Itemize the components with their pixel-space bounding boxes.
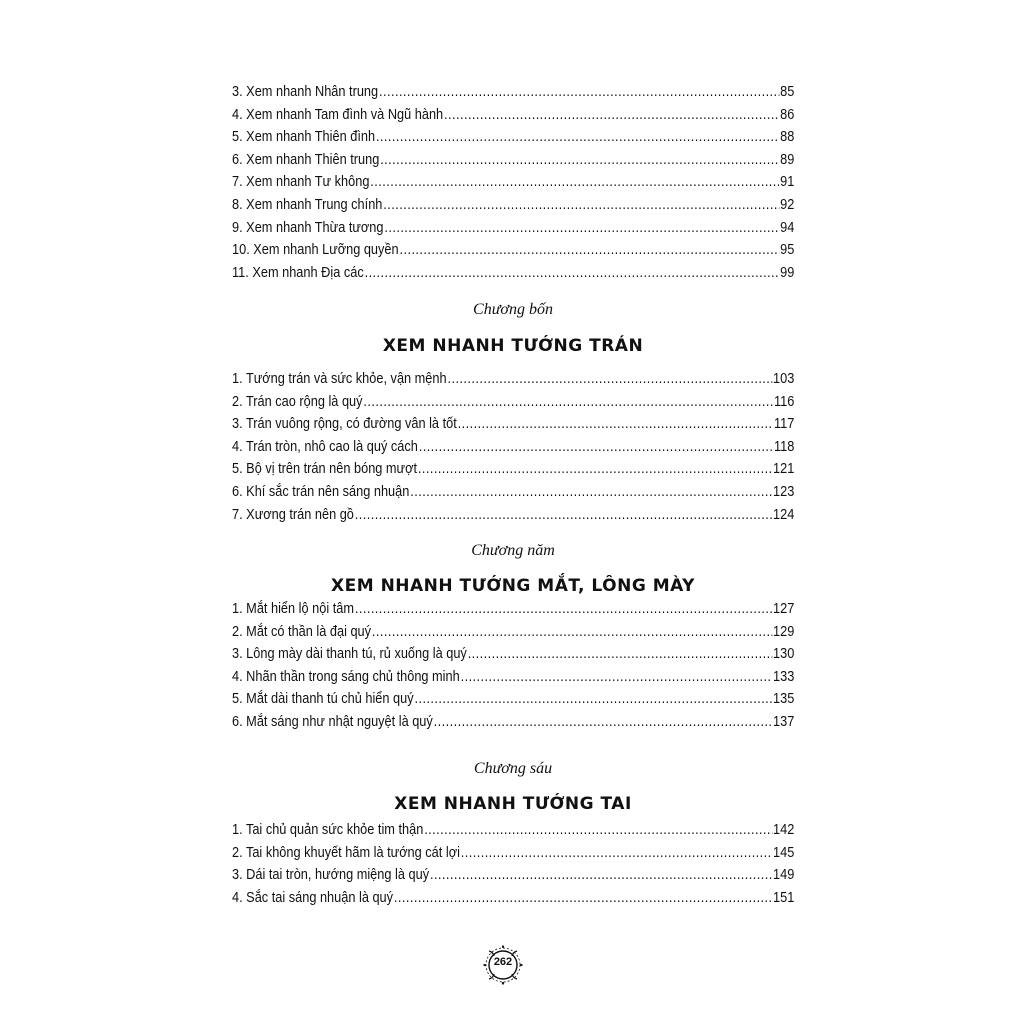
chapter-label: Chương sáu [473, 760, 553, 777]
toc-entry-page: 86 [780, 106, 795, 123]
toc-entry-page: 92 [780, 196, 795, 213]
chapter-title: XEM NHANH TƯỚNG TAI [394, 794, 632, 814]
toc-entry [232, 714, 794, 737]
toc-entry [232, 691, 794, 714]
toc-leader-dots [355, 601, 772, 617]
toc-entry-title: 5. Bộ vị trên trán nên bóng mượt [232, 461, 418, 478]
toc-entry-page: 95 [780, 242, 795, 259]
toc-entry-page: 145 [773, 844, 795, 861]
toc-entry-title: 6. Mắt sáng như nhật nguyệt là quý [232, 713, 433, 730]
toc-entry-title: 3. Lông mày dài thanh tú, rủ xuống là quý [232, 646, 467, 663]
toc-entry [232, 220, 794, 243]
toc-section-continued [232, 84, 794, 287]
toc-entry-page: 118 [773, 438, 795, 455]
toc-entry-page: 137 [773, 713, 795, 730]
toc-leader-dots [419, 439, 773, 455]
page-number: 262 [493, 956, 513, 968]
toc-entry-title: 4. Xem nhanh Tam đình và Ngũ hành [232, 106, 444, 123]
toc-entry-page: 94 [780, 219, 795, 236]
toc-entry-title: 3. Xem nhanh Nhân trung [232, 84, 379, 100]
toc-entry-page: 127 [773, 601, 795, 617]
toc-leader-dots [372, 624, 772, 640]
toc-entry [232, 439, 794, 462]
toc-entry-title: 8. Xem nhanh Trung chính [232, 196, 383, 213]
toc-entry [232, 624, 794, 647]
toc-entry-page: 124 [773, 506, 795, 523]
toc-entry-title: 3. Dái tai tròn, hướng miệng là quý [232, 867, 430, 884]
toc-leader-dots [383, 197, 779, 213]
toc-entry-page: 121 [773, 461, 795, 478]
chapter-title: XEM NHANH TƯỚNG TRÁN [382, 336, 644, 356]
toc-leader-dots [384, 220, 779, 236]
toc-entry-page: 99 [780, 264, 795, 281]
toc-entry [232, 152, 794, 175]
toc-leader-dots [365, 265, 780, 281]
toc-entry-page: 123 [773, 483, 795, 500]
toc-entry-title: 4. Trán tròn, nhô cao là quý cách [232, 438, 418, 455]
toc-entry [232, 890, 794, 913]
toc-leader-dots [363, 394, 773, 410]
toc-entry [232, 371, 794, 394]
toc-leader-dots [410, 484, 772, 500]
toc-entry-page: 88 [780, 129, 795, 146]
toc-entry-page: 91 [780, 174, 795, 191]
toc-entry-page: 89 [780, 151, 795, 168]
toc-entry-page: 130 [773, 646, 795, 663]
toc-leader-dots [434, 714, 772, 730]
toc-entry-title: 5. Mắt dài thanh tú chủ hiển quý [232, 691, 414, 708]
toc-leader-dots [430, 867, 772, 883]
toc-leader-dots [418, 461, 772, 477]
toc-entry-page: 117 [773, 416, 795, 433]
toc-entry [232, 601, 794, 624]
toc-entry [232, 197, 794, 220]
toc-entry-title: 2. Tai không khuyết hãm là tướng cát lợi [232, 844, 460, 861]
toc-entry-page: 133 [773, 668, 795, 685]
toc-entry [232, 107, 794, 130]
toc-entry-title: 9. Xem nhanh Thừa tương [232, 219, 384, 236]
toc-entry [232, 484, 794, 507]
toc-entry-title: 2. Trán cao rộng là quý [232, 393, 363, 410]
page-number-ornament [482, 944, 524, 986]
toc-entry-page: 142 [773, 822, 795, 838]
toc-entry-page: 116 [773, 393, 795, 410]
toc-entry [232, 867, 794, 890]
toc-leader-dots [414, 691, 772, 707]
toc-leader-dots [380, 152, 779, 168]
toc-leader-dots [424, 822, 772, 838]
toc-entry [232, 129, 794, 152]
toc-entry-title: 5. Xem nhanh Thiên đình [232, 129, 376, 146]
toc-leader-dots [379, 84, 779, 100]
toc-entry [232, 265, 794, 288]
chapter-title: XEM NHANH TƯỚNG MẮT, LÔNG MÀY [331, 576, 695, 596]
toc-leader-dots [376, 129, 779, 145]
toc-entry-title: 6. Khí sắc trán nên sáng nhuận [232, 483, 410, 500]
toc-entry-title: 1. Mắt hiển lộ nội tâm [232, 601, 355, 617]
toc-entry [232, 84, 794, 107]
toc-entry [232, 507, 794, 530]
toc-entry-page: 103 [773, 371, 795, 387]
toc-leader-dots [468, 646, 772, 662]
toc-entry-title: 4. Sắc tai sáng nhuận là quý [232, 889, 394, 906]
toc-entry [232, 461, 794, 484]
toc-leader-dots [447, 371, 772, 387]
chapter-label: Chương bốn [473, 301, 553, 318]
toc-entry-title: 10. Xem nhanh Lưỡng quyền [232, 242, 399, 259]
toc-entry [232, 845, 794, 868]
toc-entry [232, 242, 794, 265]
toc-entry [232, 646, 794, 669]
toc-entry-title: 7. Xương trán nên gồ [232, 506, 354, 523]
toc-leader-dots [444, 107, 779, 123]
toc-leader-dots [458, 416, 773, 432]
toc-entry-title: 7. Xem nhanh Tư không [232, 174, 370, 191]
toc-entry-page: 129 [773, 623, 795, 640]
toc-entry [232, 394, 794, 417]
toc-entry-title: 11. Xem nhanh Địa các [232, 264, 364, 281]
toc-section-chapter-4 [232, 371, 794, 529]
toc-entry-page: 135 [773, 691, 795, 708]
toc-entry-page: 151 [773, 889, 795, 906]
toc-entry-title: 1. Tướng trán và sức khỏe, vận mệnh [232, 371, 447, 387]
toc-entry-title: 2. Mắt có thần là đại quý [232, 623, 372, 640]
toc-section-chapter-6 [232, 822, 794, 912]
toc-entry-title: 6. Xem nhanh Thiên trung [232, 151, 380, 168]
toc-leader-dots [355, 507, 772, 523]
toc-entry-title: 1. Tai chủ quản sức khỏe tim thận [232, 822, 424, 838]
toc-entry [232, 174, 794, 197]
toc-entry-page: 85 [780, 84, 795, 100]
toc-leader-dots [370, 174, 779, 190]
chapter-label: Chương năm [471, 542, 555, 559]
toc-leader-dots [461, 845, 772, 861]
toc-entry-title: 3. Trán vuông rộng, có đường vân là tốt [232, 416, 457, 433]
toc-leader-dots [461, 669, 773, 685]
toc-section-chapter-5 [232, 601, 794, 737]
toc-leader-dots [394, 890, 772, 906]
toc-entry [232, 416, 794, 439]
toc-leader-dots [399, 242, 779, 258]
toc-entry [232, 822, 794, 845]
toc-entry-page: 149 [773, 867, 795, 884]
toc-entry [232, 669, 794, 692]
toc-entry-title: 4. Nhãn thần trong sáng chủ thông minh [232, 668, 460, 685]
